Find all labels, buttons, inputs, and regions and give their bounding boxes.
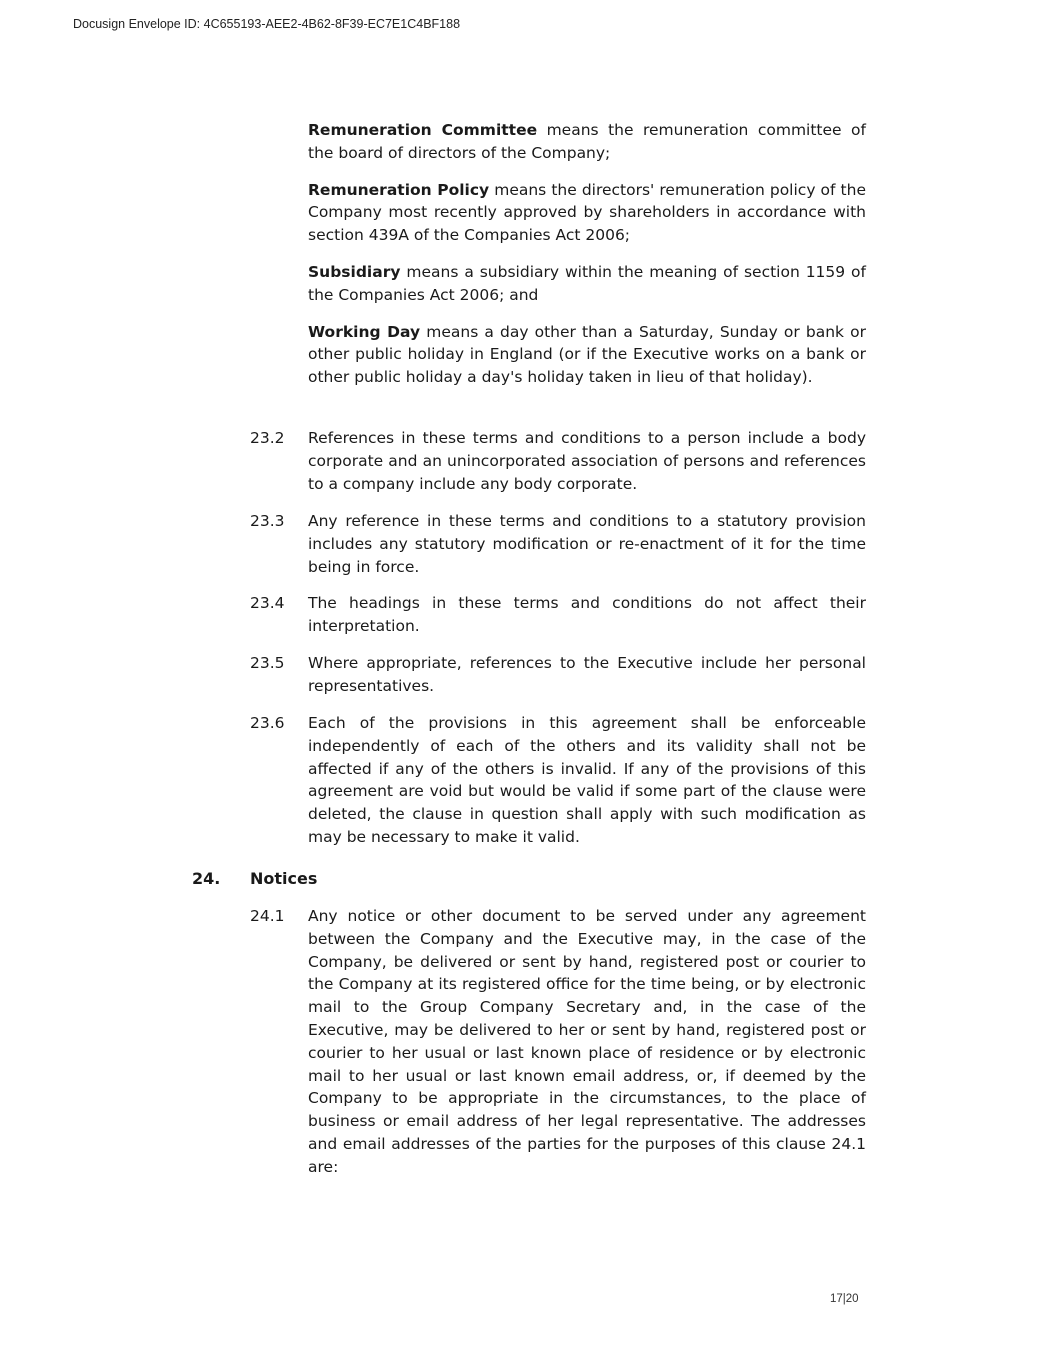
envelope-id: Docusign Envelope ID: 4C655193-AEE2-4B62-8F39-EC7E1C4BF188 — [73, 17, 461, 31]
section-heading-notices — [192, 868, 317, 891]
definition-term: Remuneration Committee — [308, 121, 538, 139]
section-number: 24. — [192, 869, 221, 888]
definition-text: means the directors' remuneration policy of the Company most recently approved by shareholders in accordance with section 439A of the Companies Act 2006; — [308, 180, 866, 245]
clause-text: Where appropriate, references to the Executive include her personal representatives. — [308, 654, 866, 695]
clause-number: 23.4 — [250, 594, 285, 612]
definition-term: Subsidiary — [308, 262, 401, 281]
clause-23-6 — [250, 712, 866, 849]
section-title: Notices — [250, 869, 318, 888]
page-number: 17|20 — [830, 1293, 859, 1305]
clause-number: 24.1 — [250, 907, 285, 925]
definition-remuneration-committee — [308, 119, 866, 165]
clause-number: 23.3 — [250, 512, 285, 530]
definition-subsidiary — [308, 261, 866, 307]
definitions-block — [308, 119, 866, 403]
definition-working-day — [308, 321, 866, 389]
definition-text: means a subsidiary within the meaning of section 1159 of the Companies Act 2006; and — [308, 262, 866, 304]
clause-text: References in these terms and conditions to a person include a body corporate and an unincorporated association of persons and references to a company include any body corporate. — [308, 429, 866, 493]
clause-23-5 — [250, 652, 866, 698]
clause-text: The headings in these terms and conditions do not affect their interpretation. — [308, 594, 866, 635]
clause-23-2 — [250, 427, 866, 495]
clause-number: 23.6 — [250, 714, 285, 732]
clause-23-4 — [250, 592, 866, 638]
clause-text: Each of the provisions in this agreement shall be enforceable independently of each of the others and its validity shall not be affected if any of the others is invalid. If any of the provisions of this agreement are void but would be valid if some part of the clause were deleted, the clause in question shall apply with such modification as may be necessary to make it valid. — [308, 714, 866, 846]
definition-text: means a day other than a Saturday, Sunday or bank or other public holiday in England (or if the Executive works on a bank or other public holiday a day's holiday taken in lieu of that holiday). — [308, 322, 867, 387]
clause-text: Any notice or other document to be served under any agreement between the Company and the Executive may, in the case of the Company, be delivered or sent by hand, registered post or courier to the Company at its registered office for the time being, or by electronic mail to the Group Company Secretary and, in the case of the Executive, may be delivered to her or sent by hand, registered post or courier to her usual or last known place of residence or by electronic mail to her usual or last known email address, or, if deemed by the Company to be appropriate in the circumstances, to the place of business or email address of her legal representative. The addresses and email addresses of the parties for the purposes of this clause 24.1 are: — [308, 907, 866, 1176]
clause-number: 23.5 — [250, 654, 285, 672]
clause-text: Any reference in these terms and conditions to a statutory provision includes any statutory modification or re-enactment of it for the time being in force. — [308, 512, 866, 576]
clause-24-1 — [250, 905, 866, 1179]
definition-remuneration-policy — [308, 179, 866, 247]
clause-23-3 — [250, 510, 866, 578]
clause-number: 23.2 — [250, 429, 285, 447]
definition-term: Working Day — [308, 322, 421, 341]
definition-term: Remuneration Policy — [308, 180, 490, 199]
definition-text: means the remuneration committee of the board of directors of the Company; — [308, 121, 866, 162]
